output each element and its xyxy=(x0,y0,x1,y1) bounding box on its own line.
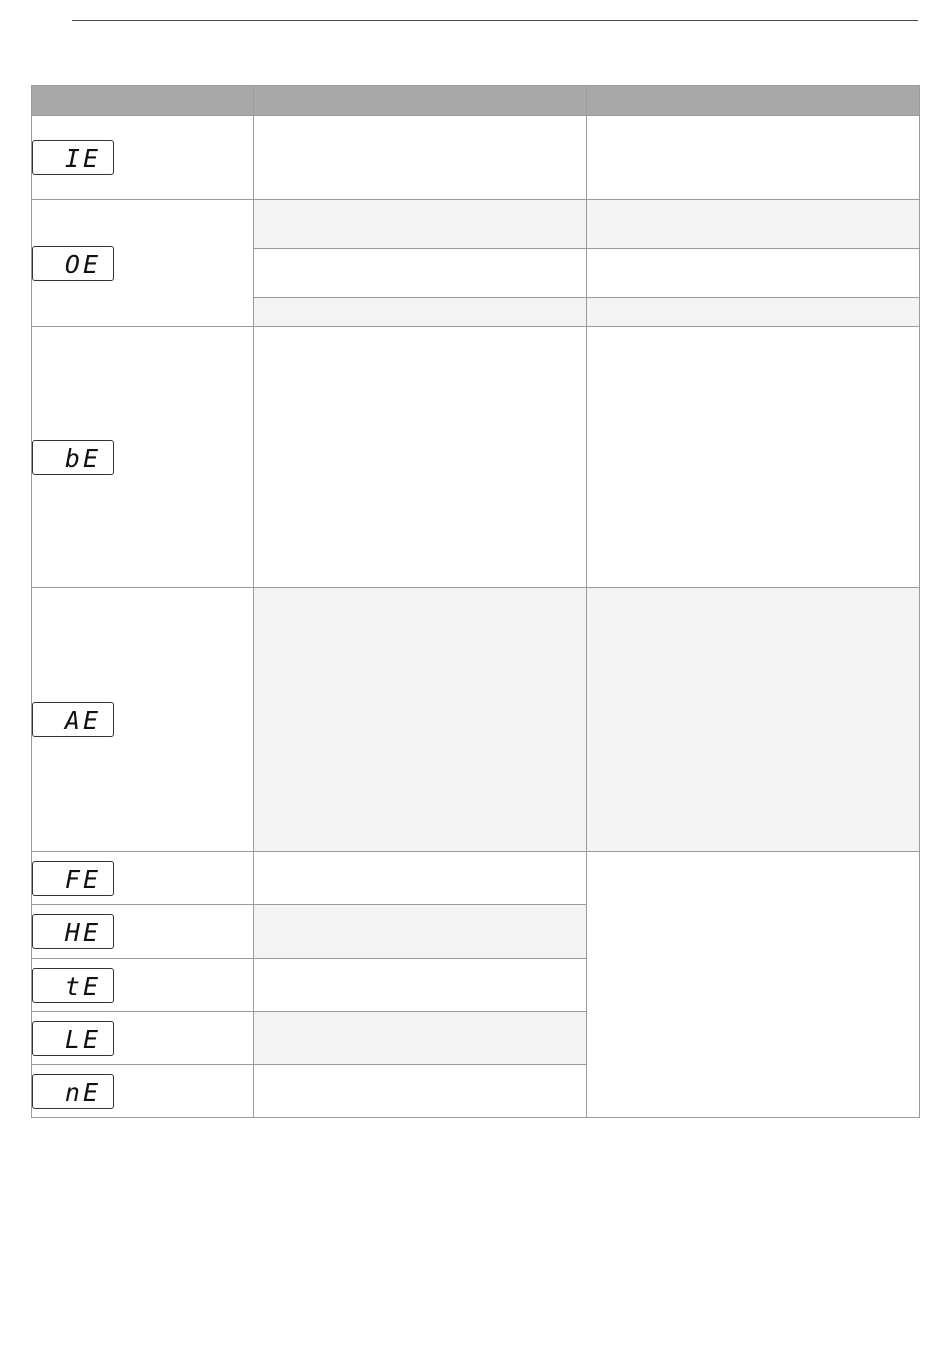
lcd-code-display xyxy=(32,140,114,175)
table-row xyxy=(32,327,920,588)
cause-cell xyxy=(254,200,587,249)
lcd-code-display xyxy=(32,440,114,475)
cause-cell xyxy=(254,116,587,200)
code-cell xyxy=(32,1012,254,1065)
solution-cell xyxy=(587,200,920,249)
code-text: tE xyxy=(64,971,101,1001)
table-row xyxy=(32,852,920,905)
solution-cell xyxy=(587,588,920,852)
lcd-code-display xyxy=(32,861,114,896)
lcd-code-display xyxy=(32,968,114,1003)
code-text: HE xyxy=(64,918,101,947)
code-text: IE xyxy=(64,144,101,173)
solution-cell xyxy=(587,116,920,200)
lcd-code-display xyxy=(32,246,114,281)
header-possible-cause xyxy=(254,86,587,116)
header-code xyxy=(32,86,254,116)
table-header-row xyxy=(32,86,920,116)
code-cell xyxy=(32,905,254,959)
cause-cell xyxy=(254,852,587,905)
cause-cell xyxy=(254,298,587,327)
code-cell xyxy=(32,959,254,1012)
error-code-table xyxy=(31,85,920,1118)
solution-cell xyxy=(587,298,920,327)
cause-cell xyxy=(254,1012,587,1065)
lcd-code-display xyxy=(32,1021,114,1056)
top-rule xyxy=(72,20,918,21)
table-row xyxy=(32,200,920,249)
cause-cell xyxy=(254,1065,587,1118)
code-text: bE xyxy=(64,443,101,473)
lcd-code-display xyxy=(32,1074,114,1109)
code-cell xyxy=(32,200,254,327)
code-text: FE xyxy=(64,864,101,894)
code-text: OE xyxy=(64,249,101,279)
cause-cell xyxy=(254,905,587,959)
code-cell xyxy=(32,116,254,200)
code-text: AE xyxy=(64,706,101,735)
lcd-code-display xyxy=(32,702,114,737)
cause-cell xyxy=(254,249,587,298)
solution-cell xyxy=(587,249,920,298)
code-cell xyxy=(32,1065,254,1118)
code-cell xyxy=(32,327,254,588)
cause-cell xyxy=(254,959,587,1012)
code-cell xyxy=(32,852,254,905)
header-solution xyxy=(587,86,920,116)
solution-cell xyxy=(587,327,920,588)
lcd-code-display xyxy=(32,914,114,949)
code-text: nE xyxy=(64,1077,101,1107)
code-text: LE xyxy=(64,1024,101,1054)
cause-cell xyxy=(254,327,587,588)
code-cell xyxy=(32,588,254,852)
table-row xyxy=(32,116,920,200)
table-row xyxy=(32,588,920,852)
solution-cell xyxy=(587,852,920,1118)
cause-cell xyxy=(254,588,587,852)
